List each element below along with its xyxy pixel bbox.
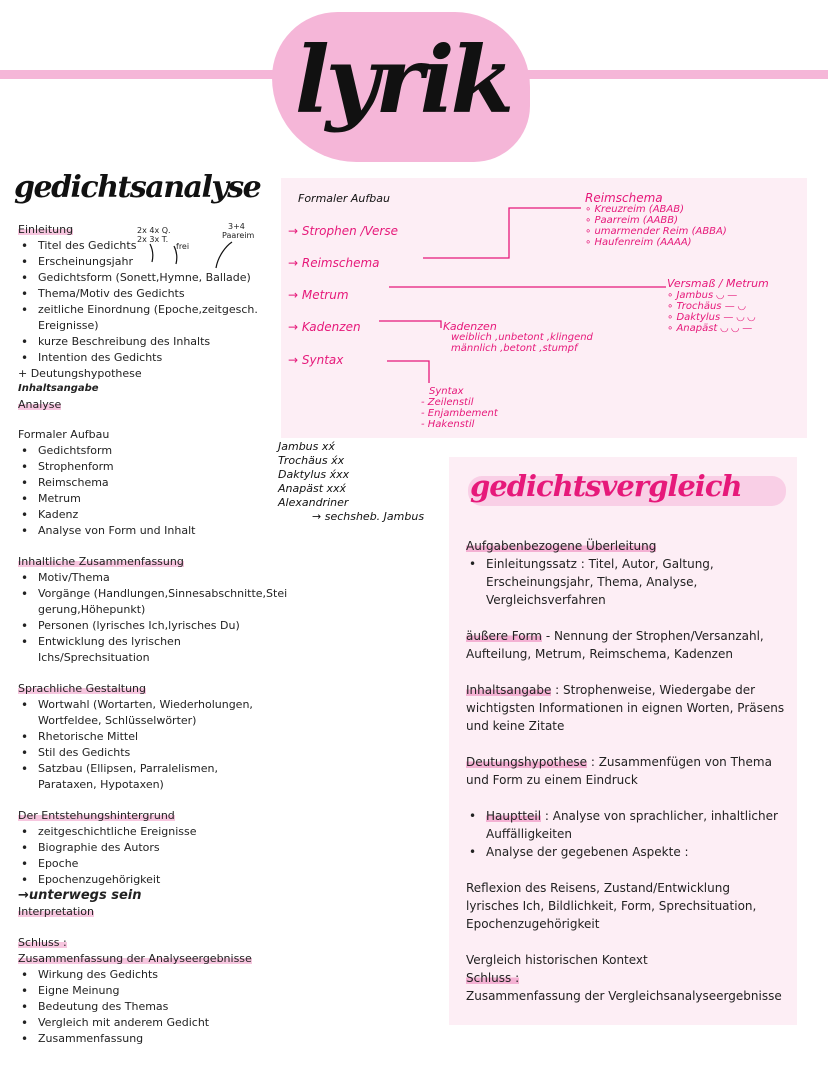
inhaltlich-section (18, 554, 293, 666)
list-item: • zeitliche Einordnung (Epoche,zeitgesch. Ereignisse) (18, 302, 258, 334)
list-item: • Gedichtsform (18, 443, 278, 459)
title-rule-right (520, 70, 828, 79)
list-item: • Personen (lyrisches Ich,lyrisches Du) (18, 618, 293, 634)
reimschema-item: ∘ Kreuzreim (ABAB) (585, 204, 685, 215)
formaler-label: Formaler Aufbau (18, 428, 110, 441)
list-item: • Stil des Gedichts (18, 745, 278, 761)
list-item: • Biographie des Autors (18, 840, 278, 856)
meter-notes (278, 440, 448, 524)
reimschema-title: Reimschema (585, 191, 663, 205)
meter-note: Daktylus x́xx (278, 468, 350, 481)
list-item: • Intention des Gedichts (18, 350, 278, 366)
deutung-label: Deutungshypothese (466, 755, 588, 769)
list-item: • Entwicklung des lyrischen Ichs/Sprechsituation (18, 634, 293, 666)
meter-note: Jambus xx́ (278, 440, 335, 453)
inhalt-text: : Strophenweise, Wiedergabe der wichtigsten Informationen in eignen Worten, Präsens und keine Zitate (466, 683, 785, 733)
reflexion-text: Reflexion des Reisens, Zustand/Entwicklung lyrisches Ich, Bildlichkeit, Form, Sprechsituation, Epochenzugehörigkeit (466, 881, 757, 931)
list-item: • Motiv/Thema (18, 570, 293, 586)
entstehung-label: Der Entstehungshintergrund (18, 809, 175, 822)
syntax-branch (421, 386, 551, 430)
analyse-label: Analyse (18, 398, 62, 411)
kadenzen-line: weiblich ,unbetont ,klingend (451, 332, 593, 343)
inhalt-label: Inhaltsangabe (466, 683, 552, 697)
reimschema-branch (585, 192, 795, 248)
list-item: • Epoche (18, 856, 278, 872)
list-item: • Rhetorische Mittel (18, 729, 278, 745)
schluss-section (18, 935, 278, 1047)
einleitung-label: Einleitung (18, 223, 74, 236)
list-item: • Einleitungssatz : Titel, Autor, Galtung, Erscheinungsjahr, Thema, Analyse, Vergleichsverfahren (466, 555, 726, 609)
kadenzen-title: Kadenzen (443, 320, 497, 333)
deutung-text: : Zusammenfügen von Thema und Form zu einem Eindruck (466, 755, 772, 787)
meter-note: Trochäus x́x (278, 454, 345, 467)
vergleich-schluss-label: Schluss : (466, 971, 520, 985)
annotation-3: frei (176, 242, 190, 251)
vergleich-schluss-text: Zusammenfassung der Vergleichsanalyseergebnisse (466, 989, 782, 1003)
metrum-item: ∘ Anapäst ◡ ◡ — (667, 323, 753, 334)
list-item: • kurze Beschreibung des Inhalts (18, 334, 278, 350)
syntax-item: - Zeilenstil (421, 397, 474, 408)
annotation-5: Paareim (222, 231, 255, 240)
reimschema-item: ∘ Haufenreim (AAAA) (585, 237, 692, 248)
list-item: • Reimschema (18, 475, 278, 491)
mindmap-item-strophen: → Strophen /Verse (288, 224, 398, 238)
metrum-branch (667, 278, 802, 334)
deutungshypothese-extra: + Deutungshypothese (18, 367, 142, 380)
metrum-item: ∘ Daktylus — ◡ ◡ (667, 312, 756, 323)
list-item: • Vergleich mit anderem Gedicht (18, 1015, 278, 1031)
syntax-item: - Hakenstil (421, 419, 475, 430)
syntax-item: - Enjambement (421, 408, 498, 419)
annotation-1: 2x 4x Q. (137, 226, 171, 235)
mindmap-item-kadenzen: → Kadenzen (288, 320, 361, 334)
interpretation-label: Interpretation (18, 905, 94, 918)
list-item: • Eigne Meinung (18, 983, 278, 999)
entstehung-section (18, 808, 278, 919)
meter-note: Anapäst xxx́ (278, 482, 347, 495)
list-item: • Kadenz (18, 507, 278, 523)
title-rule-left (0, 70, 290, 79)
list-item: • Gedichtsform (Sonett,Hymne, Ballade) (18, 270, 278, 286)
list-item (466, 807, 786, 843)
sprachlich-section (18, 681, 278, 793)
list-item: • Analyse der gegebenen Aspekte : (466, 843, 786, 861)
list-item: • Wortwahl (Wortarten, Wiederholungen, Wortfeldee, Schlüsselwörter) (18, 697, 263, 729)
list-item: • Titel des Gedichts (18, 238, 278, 254)
annotation-4: 3+4 (228, 222, 245, 231)
metrum-title: Versmaß / Metrum (667, 277, 769, 290)
kadenzen-line: männlich ,betont ,stumpf (451, 343, 578, 354)
list-item: • Vorgänge (Handlungen,Sinnesabschnitte,Steigerung,Höhepunkt) (18, 586, 288, 618)
aeussere-text: - Nennung der Strophen/Versanzahl, Aufteilung, Metrum, Reimschema, Kadenzen (466, 629, 764, 661)
list-item: • Satzbau (Ellipsen, Parralelismen, Parataxen, Hypotaxen) (18, 761, 278, 793)
vergleich-kontext-text: Vergleich historischen Kontext (466, 953, 648, 967)
syntax-title: Syntax (429, 386, 464, 397)
hauptteil-label: Hauptteil (486, 809, 542, 823)
formaler-section (18, 427, 278, 539)
list-item: • zeitgeschichtliche Ereignisse (18, 824, 278, 840)
analyse-heading: gedichtsanalyse (14, 170, 261, 205)
annotation-2: 2x 3x T. (137, 235, 169, 244)
metrum-item: ∘ Jambus ◡ — (667, 290, 738, 301)
metrum-item: ∘ Trochäus — ◡ (667, 301, 746, 312)
list-item: • Bedeutung des Themas (18, 999, 278, 1015)
mindmap-item-metrum: → Metrum (288, 288, 349, 302)
meter-note: Alexandriner (278, 496, 349, 509)
ueberleitung-label: Aufgabenbezogene Überleitung (466, 539, 657, 553)
inhaltsangabe-note: Inhaltsangabe (18, 383, 99, 394)
vergleich-content (466, 537, 786, 1005)
unterwegs-note: →unterwegs sein (18, 888, 142, 903)
list-item: • Zusammenfassung (18, 1031, 278, 1047)
einleitung-section (18, 222, 278, 412)
schluss-sub: Zusammenfassung der Analyseergebnisse (18, 952, 252, 965)
list-item: • Epochenzugehörigkeit (18, 872, 278, 888)
list-item: • Analyse von Form und Inhalt (18, 523, 278, 539)
list-item: • Erscheinungsjahr (18, 254, 278, 270)
vergleich-heading: gedichtsvergleich (470, 469, 742, 503)
list-item: • Wirkung des Gedichts (18, 967, 278, 983)
schluss-label: Schluss : (18, 936, 67, 949)
page-title: lyrik (294, 26, 511, 134)
mindmap-item-syntax: → Syntax (288, 353, 344, 367)
inhaltlich-label: Inhaltliche Zusammenfassung (18, 555, 184, 568)
list-item: • Thema/Motiv des Gedichts (18, 286, 278, 302)
reimschema-item: ∘ umarmender Reim (ABBA) (585, 226, 727, 237)
aeussere-label: äußere Form (466, 629, 542, 643)
list-item: • Metrum (18, 491, 278, 507)
hauptteil-text: : Analyse von sprachlicher, inhaltlicher Auffälligkeiten (486, 809, 778, 841)
meter-note: → sechsheb. Jambus (312, 510, 425, 523)
kadenzen-branch (443, 321, 663, 354)
sprachlich-label: Sprachliche Gestaltung (18, 682, 147, 695)
list-item: • Strophenform (18, 459, 278, 475)
reimschema-item: ∘ Paarreim (AABB) (585, 215, 679, 226)
mindmap-item-reimschema: → Reimschema (288, 256, 380, 270)
mindmap-title: Formaler Aufbau (298, 192, 390, 205)
